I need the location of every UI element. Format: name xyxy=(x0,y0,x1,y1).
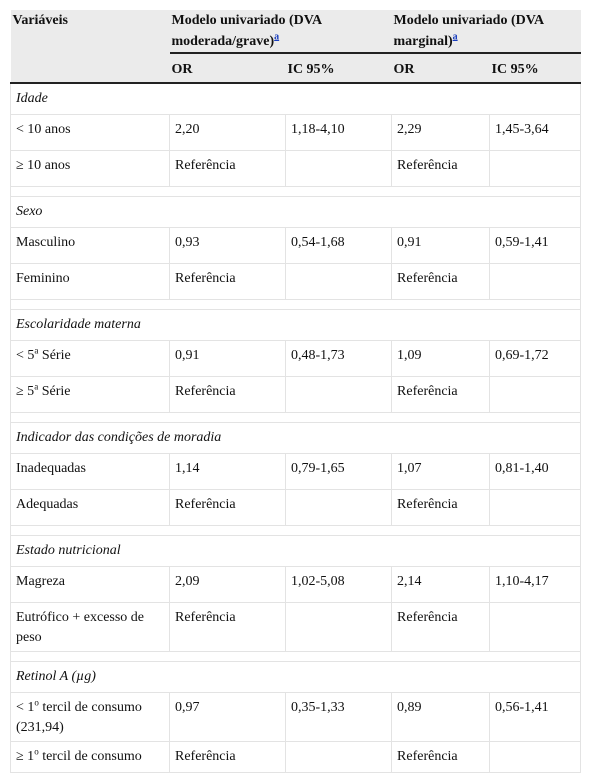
header-group-marginal: Modelo univariado (DVA marginal)$^a$ xyxy=(392,10,581,53)
or-marginal: Referência xyxy=(392,377,490,413)
ic-marginal: 0,56-1,41 xyxy=(490,693,581,742)
ic-moderate-severe xyxy=(286,603,392,652)
section-spacer xyxy=(11,300,581,310)
section-spacer xyxy=(11,413,581,423)
or-moderate-severe: Referência xyxy=(170,603,286,652)
row-label: Magreza xyxy=(11,567,170,603)
or-marginal: 0,91 xyxy=(392,228,490,264)
or-moderate-severe: 2,09 xyxy=(170,567,286,603)
or-moderate-severe: 0,93 xyxy=(170,228,286,264)
row-label xyxy=(11,693,170,742)
table-row xyxy=(11,567,581,603)
table-row xyxy=(11,377,581,413)
row-label-text: Série xyxy=(38,384,71,399)
row-label: Feminino xyxy=(11,264,170,300)
header-or-2: OR xyxy=(392,53,490,83)
section-row xyxy=(11,423,581,454)
table-row xyxy=(11,341,581,377)
or-marginal: Referência xyxy=(392,742,490,773)
spacer-cell xyxy=(11,652,581,662)
ic-moderate-severe xyxy=(286,742,392,773)
row-label-text: tercil de consumo xyxy=(38,749,142,764)
or-marginal: 2,29 xyxy=(392,115,490,151)
row-label-superscript: a xyxy=(34,345,39,356)
ic-marginal xyxy=(490,603,581,652)
row-label-superscript: a xyxy=(34,381,39,392)
or-moderate-severe: Referência xyxy=(170,490,286,526)
section-title: Indicador das condições de moradia xyxy=(11,423,581,454)
table-row xyxy=(11,228,581,264)
table-row xyxy=(11,115,581,151)
or-marginal: Referência xyxy=(392,264,490,300)
table-row xyxy=(11,151,581,187)
row-label-text: ≥ 5 xyxy=(16,384,35,399)
row-label: Inadequadas xyxy=(11,454,170,490)
ic-marginal xyxy=(490,151,581,187)
or-marginal: 1,07 xyxy=(392,454,490,490)
section-spacer xyxy=(11,187,581,197)
spacer-cell xyxy=(11,187,581,197)
section-title: Escolaridade materna xyxy=(11,310,581,341)
row-label-text: < 1 xyxy=(16,700,35,715)
row-label-text: < 5 xyxy=(16,348,35,363)
table-row xyxy=(11,454,581,490)
or-marginal: 1,09 xyxy=(392,341,490,377)
or-moderate-severe: Referência xyxy=(170,377,286,413)
ic-moderate-severe: 1,02-5,08 xyxy=(286,567,392,603)
ic-marginal xyxy=(490,264,581,300)
row-label-superscript: o xyxy=(34,697,39,708)
header-empty xyxy=(11,53,170,83)
row-label-text: ≥ 1 xyxy=(16,749,35,764)
ic-marginal: 0,81-1,40 xyxy=(490,454,581,490)
section-title: Sexo xyxy=(11,197,581,228)
table-row xyxy=(11,693,581,742)
ic-marginal: 1,10-4,17 xyxy=(490,567,581,603)
section-row xyxy=(11,310,581,341)
section-row xyxy=(11,83,581,115)
ic-moderate-severe: 0,48-1,73 xyxy=(286,341,392,377)
table-row xyxy=(11,603,581,652)
section-row xyxy=(11,197,581,228)
table-row xyxy=(11,742,581,773)
section-title: Estado nutricional xyxy=(11,536,581,567)
ic-marginal: 1,45-3,64 xyxy=(490,115,581,151)
ic-moderate-severe: 1,18-4,10 xyxy=(286,115,392,151)
ic-marginal: 0,69-1,72 xyxy=(490,341,581,377)
row-label: Masculino xyxy=(11,228,170,264)
section-spacer xyxy=(11,652,581,662)
row-label-superscript: o xyxy=(34,746,39,757)
odds-ratio-table xyxy=(10,10,581,773)
spacer-cell xyxy=(11,300,581,310)
footnote-link-a[interactable]: a xyxy=(452,31,458,43)
section-title: Idade xyxy=(11,83,581,115)
or-marginal: Referência xyxy=(392,151,490,187)
ic-marginal xyxy=(490,490,581,526)
ic-moderate-severe xyxy=(286,264,392,300)
or-moderate-severe: Referência xyxy=(170,151,286,187)
ic-moderate-severe xyxy=(286,377,392,413)
ic-moderate-severe xyxy=(286,490,392,526)
or-moderate-severe: 0,97 xyxy=(170,693,286,742)
or-marginal: 2,14 xyxy=(392,567,490,603)
header-or-1: OR xyxy=(170,53,286,83)
or-marginal: Referência xyxy=(392,490,490,526)
row-label-text: Série xyxy=(38,348,71,363)
or-moderate-severe: Referência xyxy=(170,742,286,773)
row-label-text: tercil de consumo (231,94) xyxy=(16,700,142,735)
header-ic-1: IC 95% xyxy=(286,53,392,83)
or-marginal: 0,89 xyxy=(392,693,490,742)
row-label: ≥ 10 anos xyxy=(11,151,170,187)
header-group-moderate-severe: Modelo univariado (DVA moderada/grave)$^a$ xyxy=(170,10,392,53)
spacer-cell xyxy=(11,526,581,536)
or-moderate-severe: 1,14 xyxy=(170,454,286,490)
ic-marginal xyxy=(490,377,581,413)
table-body xyxy=(11,83,581,773)
or-moderate-severe: 2,20 xyxy=(170,115,286,151)
ic-moderate-severe xyxy=(286,151,392,187)
row-label: < 10 anos xyxy=(11,115,170,151)
header-ic-2: IC 95% xyxy=(490,53,581,83)
table-row xyxy=(11,490,581,526)
or-moderate-severe: Referência xyxy=(170,264,286,300)
ic-marginal: 0,59-1,41 xyxy=(490,228,581,264)
row-label xyxy=(11,742,170,773)
spacer-cell xyxy=(11,413,581,423)
section-row xyxy=(11,662,581,693)
footnote-link-a[interactable]: a xyxy=(274,31,280,43)
section-title: Retinol A (µg) xyxy=(11,662,581,693)
ic-moderate-severe: 0,54-1,68 xyxy=(286,228,392,264)
table-row xyxy=(11,264,581,300)
or-moderate-severe: 0,91 xyxy=(170,341,286,377)
ic-moderate-severe: 0,35-1,33 xyxy=(286,693,392,742)
ic-marginal xyxy=(490,742,581,773)
section-row xyxy=(11,536,581,567)
header-variables: Variáveis xyxy=(11,10,170,53)
section-spacer xyxy=(11,526,581,536)
table-header xyxy=(11,10,581,83)
row-label xyxy=(11,341,170,377)
row-label xyxy=(11,377,170,413)
or-marginal: Referência xyxy=(392,603,490,652)
ic-moderate-severe: 0,79-1,65 xyxy=(286,454,392,490)
row-label: Eutrófico + excesso de peso xyxy=(11,603,170,652)
row-label: Adequadas xyxy=(11,490,170,526)
